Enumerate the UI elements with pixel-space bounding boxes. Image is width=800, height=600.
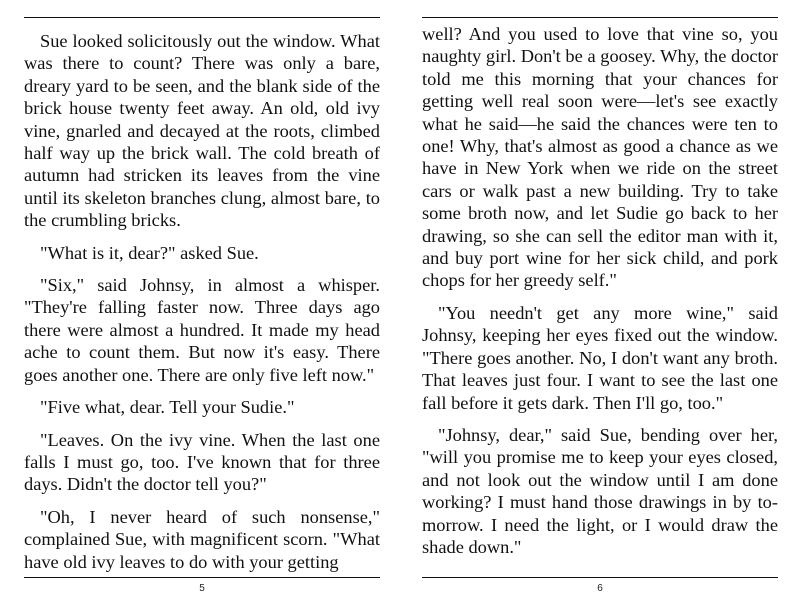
paragraph-continuation: well? And you used to love that vine so, you naughty girl. Don't be a goosey. Why, the doctor told me this morning that your chances for getting well real soon were—let's see exactly what he said—he said the chances were ten to one! Why, that's almost as good a chance as we have in New York when we ride on the street cars or walk past a new building. Try to take some broth now, and let Sudie go back to her drawing, so she can sell the editor man with it, and buy port wine for her sick child, and pork chops for her greedy self."	[422, 24, 778, 291]
bottom-rule	[24, 577, 380, 578]
page-number: 5	[199, 583, 205, 594]
bottom-rule	[422, 577, 778, 578]
paragraph: "Five what, dear. Tell your Sudie."	[40, 397, 295, 418]
left-page-text	[24, 30, 380, 583]
paragraph: "What is it, dear?" asked Sue.	[40, 242, 259, 263]
right-page-text	[422, 23, 778, 568]
paragraph: Sue looked solicitously out the window. What was there to count? There was only a bare, dreary yard to be seen, and the blank side of the brick house twenty feet away. An old, old ivy vine, gnarled and decayed at the roots, climbed half way up the brick wall. The cold breath of autumn had stricken its leaves from the vine until its skeleton branches clung, almost bare, to the crumbling bricks.	[24, 31, 380, 231]
paragraph: "Oh, I never heard of such nonsense," complained Sue, with magnificent scorn. "What have old ivy leaves to do with your getting	[24, 506, 380, 572]
paragraph: "Six," said Johnsy, in almost a whisper. "They're falling faster now. Three days ago there were almost a hundred. It made my head ache to count them. But now it's easy. There goes another one. There are only five left now."	[24, 275, 380, 385]
top-rule	[24, 17, 380, 18]
paragraph: "Leaves. On the ivy vine. When the last one falls I must go, too. I've known that for three days. Didn't the doctor tell you?"	[24, 429, 380, 495]
paragraph: "Johnsy, dear," said Sue, bending over her, "will you promise me to keep your eyes closed, and not look out the window until I am done working? I must hand those drawings in by to-morrow. I need the light, or I would draw the shade down."	[422, 424, 778, 557]
right-page	[422, 0, 778, 600]
left-page	[24, 0, 380, 600]
paragraph: "You needn't get any more wine," said Johnsy, keeping her eyes fixed out the window. "There goes another. No, I don't want any broth. That leaves just four. I want to see the last one fall before it gets dark. Then I'll go, too."	[422, 302, 778, 413]
top-rule	[422, 17, 778, 18]
page-number: 6	[597, 583, 603, 594]
